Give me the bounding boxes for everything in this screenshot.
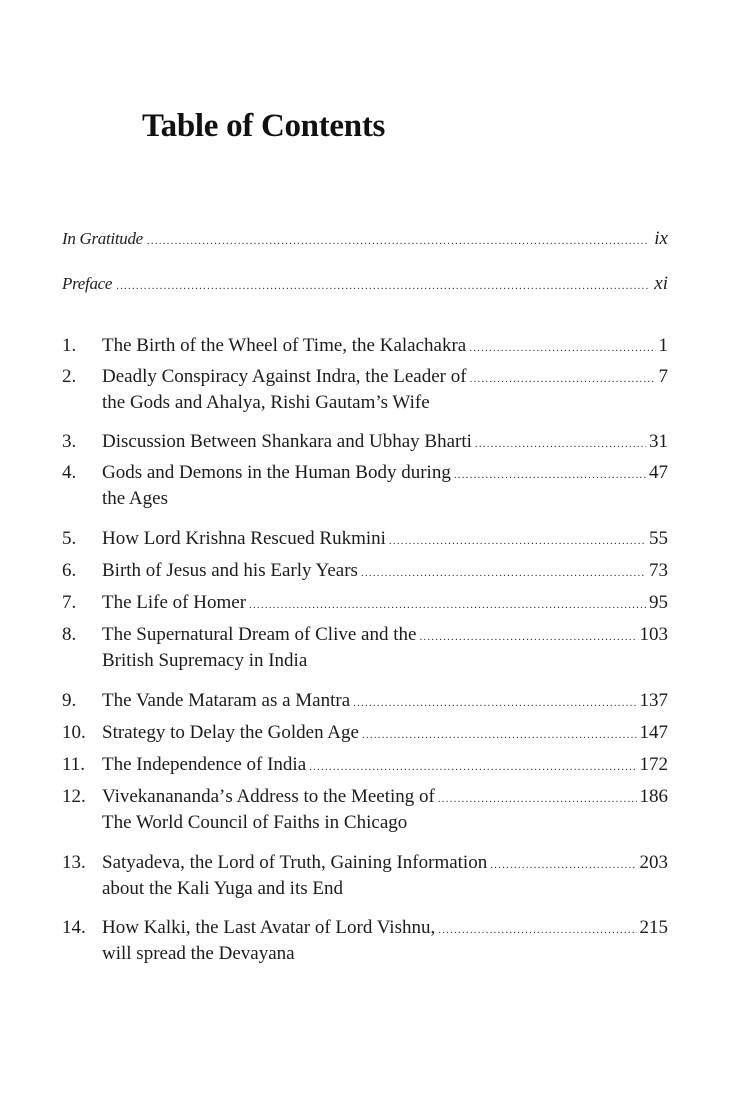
chapter-title-continuation: the Ages <box>102 488 168 509</box>
chapter-title: How Lord Krishna Rescued Rukmini <box>102 528 386 549</box>
chapter-page-number: 215 <box>639 917 668 938</box>
chapter-title: Satyadeva, the Lord of Truth, Gaining Information <box>102 852 488 873</box>
chapter-number: 5. <box>62 528 77 549</box>
chapter-title-continuation: will spread the Devayana <box>102 943 295 964</box>
toc-chapter-entry[interactable] <box>62 429 668 455</box>
chapter-page-number: 55 <box>649 528 668 549</box>
chapter-page-number: 73 <box>649 560 668 581</box>
dot-leader <box>454 470 646 481</box>
toc-chapter-entry[interactable] <box>62 460 668 512</box>
chapter-title: Strategy to Delay the Golden Age <box>102 722 359 743</box>
chapter-title-continuation: the Gods and Ahalya, Rishi Gautam’s Wife <box>102 392 430 413</box>
chapter-title: Deadly Conspiracy Against Indra, the Leader of <box>102 366 467 387</box>
chapter-number: 14. <box>62 917 86 938</box>
chapter-number: 8. <box>62 624 77 645</box>
toc-front-item-gratitude[interactable] <box>62 228 668 250</box>
dot-leader <box>469 343 655 354</box>
dot-leader <box>362 730 637 741</box>
chapter-page-number: 103 <box>639 624 668 645</box>
chapter-page-number: 47 <box>649 462 668 483</box>
chapter-number: 2. <box>62 366 77 387</box>
toc-chapter-entry[interactable] <box>62 720 668 746</box>
chapter-title-continuation: The World Council of Faiths in Chicago <box>102 812 408 833</box>
chapter-number: 11. <box>62 754 86 775</box>
chapter-title-continuation: British Supremacy in India <box>102 650 308 671</box>
dot-leader <box>353 698 636 709</box>
chapter-number: 10. <box>62 722 86 743</box>
chapter-title: Gods and Demons in the Human Body during <box>102 462 451 483</box>
dot-leader <box>419 632 636 643</box>
page-title: Table of Contents <box>142 108 386 144</box>
chapter-page-number: 203 <box>639 852 668 873</box>
chapter-page-number: 95 <box>649 592 668 613</box>
toc-chapter-entry[interactable] <box>62 526 668 552</box>
dot-leader <box>475 439 646 450</box>
toc-page-number: xi <box>654 273 668 294</box>
chapter-number: 13. <box>62 852 86 873</box>
chapter-page-number: 1 <box>658 335 668 356</box>
toc-label: Preface <box>62 274 113 293</box>
toc-chapter-entry[interactable] <box>62 915 668 967</box>
chapter-title: The Birth of the Wheel of Time, the Kalachakra <box>102 335 467 356</box>
toc-chapter-entry[interactable] <box>62 364 668 416</box>
toc-chapter-entry[interactable] <box>62 622 668 674</box>
toc-page-number: ix <box>654 228 668 249</box>
chapter-title: The Life of Homer <box>102 592 247 613</box>
chapter-number: 9. <box>62 690 77 711</box>
chapter-number: 12. <box>62 786 86 807</box>
dot-leader <box>490 860 636 871</box>
dot-leader <box>438 794 637 805</box>
chapter-title: Discussion Between Shankara and Ubhay Bharti <box>102 431 472 452</box>
toc-chapter-entry[interactable] <box>62 752 668 778</box>
toc-chapter-entry[interactable] <box>62 784 668 836</box>
chapter-page-number: 137 <box>639 690 668 711</box>
dot-leader <box>249 600 646 611</box>
toc-chapter-entry[interactable] <box>62 688 668 714</box>
chapter-title: The Vande Mataram as a Mantra <box>102 690 351 711</box>
chapter-title: Birth of Jesus and his Early Years <box>102 560 358 581</box>
chapter-page-number: 172 <box>639 754 668 775</box>
chapter-page-number: 7 <box>658 366 668 387</box>
chapter-title: The Supernatural Dream of Clive and the <box>102 624 417 645</box>
dot-leader <box>389 536 646 547</box>
chapter-page-number: 147 <box>639 722 668 743</box>
dot-leader <box>361 568 646 579</box>
dot-leader <box>438 925 636 936</box>
chapter-title: Vivekananandaʼs Address to the Meeting of <box>102 786 435 807</box>
chapter-number: 4. <box>62 462 77 483</box>
chapter-title: The Independence of India <box>102 754 307 775</box>
toc-chapter-entry[interactable] <box>62 333 668 359</box>
toc-front-item-preface[interactable] <box>62 273 668 295</box>
toc-chapter-entry[interactable] <box>62 558 668 584</box>
dot-leader <box>147 236 648 247</box>
chapter-number: 1. <box>62 335 77 356</box>
chapter-number: 7. <box>62 592 77 613</box>
toc-chapter-entry[interactable] <box>62 590 668 616</box>
dot-leader <box>116 281 648 292</box>
chapter-page-number: 186 <box>639 786 668 807</box>
chapter-title: How Kalki, the Last Avatar of Lord Vishnu, <box>102 917 436 938</box>
dot-leader <box>309 762 636 773</box>
toc-chapter-entry[interactable] <box>62 850 668 902</box>
chapter-title-continuation: about the Kali Yuga and its End <box>102 878 343 899</box>
chapter-number: 3. <box>62 431 77 452</box>
chapter-number: 6. <box>62 560 77 581</box>
chapter-page-number: 31 <box>649 431 668 452</box>
dot-leader <box>470 374 656 385</box>
toc-label: In Gratitude <box>62 229 143 248</box>
